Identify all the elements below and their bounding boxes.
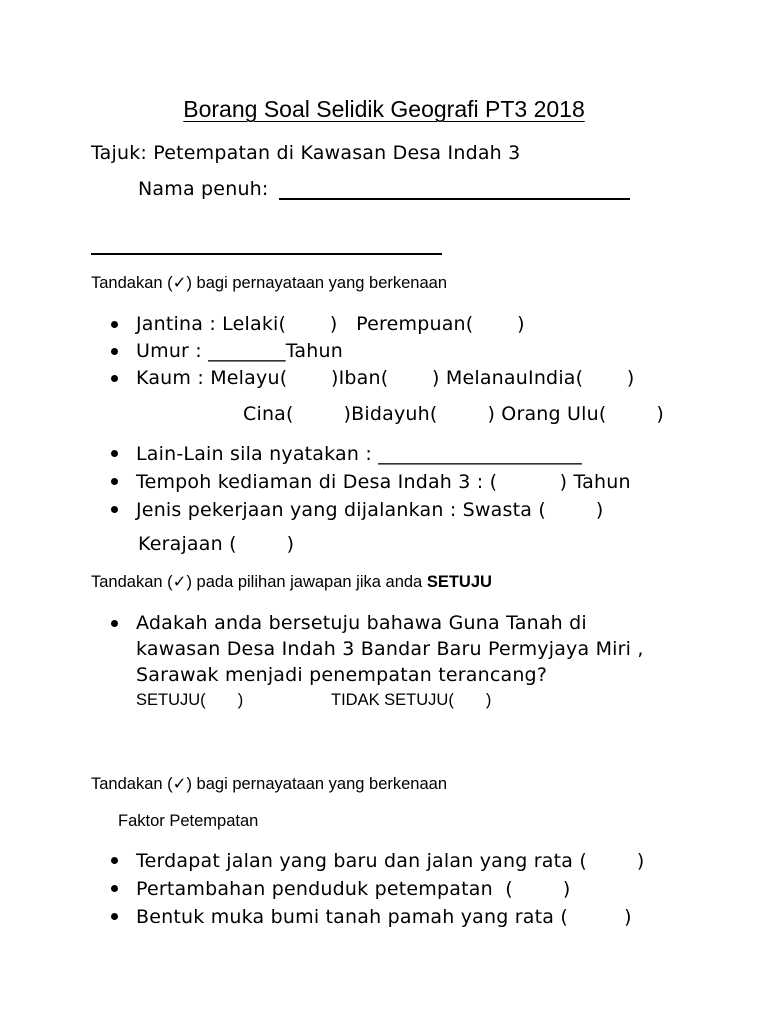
kerajaan-option: Kerajaan ( )	[138, 533, 295, 555]
list-item-tempoh: Tempoh kediaman di Desa Indah 3 : ( ) Tahun	[136, 468, 631, 496]
residence-info-list	[136, 440, 631, 524]
setuju-option[interactable]: SETUJU( )	[136, 691, 244, 709]
faktor-heading: Faktor Petempatan	[118, 812, 259, 830]
name-label: Nama penuh:	[138, 178, 269, 200]
faktor-item-muka-bumi: Bentuk muka bumi tanah pamah yang rata ( )	[136, 903, 644, 931]
list-item-lain-lain: Lain-Lain sila nyatakan : _____________________	[136, 440, 631, 468]
faktor-item-penduduk: Pertambahan penduduk petempatan ( )	[136, 875, 644, 903]
question-list	[136, 610, 644, 688]
personal-info-list	[136, 311, 635, 392]
kaum-continued: Cina( )Bidayuh( ) Orang Ulu( )	[243, 403, 665, 425]
check-mark-icon: ✓	[172, 774, 187, 793]
faktor-item-jalan: Terdapat jalan yang baru dan jalan yang rata ( )	[136, 847, 644, 875]
check-mark-icon: ✓	[172, 273, 187, 292]
instruction-setuju: Tandakan (✓) pada pilihan jawapan jika anda SETUJU	[91, 572, 492, 591]
instruction-tick-3: Tandakan (✓) bagi pernayataan yang berkenaan	[91, 774, 447, 793]
question-line-2: kawasan Desa Indah 3 Bandar Baru Permyjaya Miri ,	[136, 638, 644, 660]
instruction-tick-1: Tandakan (✓) bagi pernayataan yang berkenaan	[91, 273, 447, 292]
topic-line: Tajuk: Petempatan di Kawasan Desa Indah 3	[91, 142, 521, 164]
name-field-line[interactable]	[279, 198, 630, 200]
faktor-list	[136, 847, 644, 931]
check-mark-icon: ✓	[172, 572, 187, 591]
form-title: Borang Soal Selidik Geografi PT3 2018	[183, 96, 585, 122]
name-field-line-2[interactable]	[91, 253, 442, 255]
list-item-kaum: Kaum : Melayu( )Iban( ) MelanauIndia( )	[136, 365, 635, 392]
tidak-setuju-option[interactable]: TIDAK SETUJU( )	[331, 691, 492, 709]
list-item-jantina: Jantina : Lelaki( ) Perempuan( )	[136, 311, 635, 338]
list-item-umur: Umur : ________Tahun	[136, 338, 635, 365]
question-item: Adakah anda bersetuju bahawa Guna Tanah di	[136, 610, 644, 636]
question-line-3: Sarawak menjadi penempatan terancang?	[136, 664, 548, 686]
list-item-pekerjaan: Jenis pekerjaan yang dijalankan : Swasta ( )	[136, 496, 631, 524]
